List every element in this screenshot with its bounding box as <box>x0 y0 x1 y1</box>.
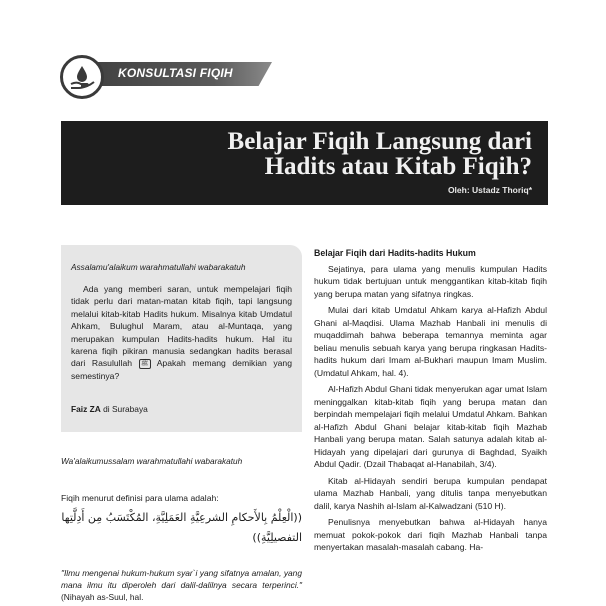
section-tag <box>60 55 272 89</box>
salawat-icon: ﷺ <box>139 359 151 369</box>
paragraph: Al-Hafizh Abdul Ghani tidak menyerukan agar umat Islam meninggalkan kitab-kitab fiqih yang berupa matan dan berpindah mempelajari fiqih melalui Umdatul Ahkam. Bahkan al-Hafizh Abdul Ghani belajar kitab-kitab fiqih Mazhab Hanbali yang berupa matan. Salah satunya adalah kitab al-Hidayah yang dipelajari dari gurunya di Baghdad, Syaikh Abdul Qadir. (Dzail Thabaqat al-Hanabilah, 3/4). <box>314 384 547 469</box>
fiqh-definition-intro: Fiqih menurut definisi para ulama adalah: <box>61 493 219 503</box>
sender-name: Faiz ZA <box>71 404 101 414</box>
translation-quote <box>61 567 302 603</box>
right-column <box>314 247 547 558</box>
question-box <box>61 245 302 432</box>
paragraph: Penulisnya menyebutkan bahwa al-Hidayah hanya memuat pokok-pokok dari fiqih Mazhab Hanbali tanpa menyertakan masalah-masalah cabang. Ha- <box>314 517 547 552</box>
translation-text: "Ilmu mengenai hukum-hukum syar`i yang sifatnya amalan, yang mana ilmu itu diperoleh dari dalil-dalilnya secara terperinci." <box>61 568 302 590</box>
section-tag-label: KONSULTASI FIQIH <box>118 66 233 80</box>
question-greeting: Assalamu'alaikum warahmatullahi wabarakatuh <box>71 262 246 272</box>
right-column-heading: Belajar Fiqih dari Hadits-hadits Hukum <box>314 248 476 258</box>
sender-location: di Surabaya <box>103 404 148 414</box>
article-byline: Oleh: Ustadz Thoriq* <box>447 185 532 195</box>
translation-source: (Nihayah as-Suul, hal. <box>61 592 144 602</box>
article-title-line-2: Hadits atau Kitab Fiqih? <box>264 153 532 180</box>
paragraph: Sejatinya, para ulama yang menulis kumpulan Hadits hukum tidak bertujuan untuk menggantikan kitab-kitab fiqih yang berupa matan yang sifatnya ringkas. <box>314 263 547 299</box>
question-body <box>71 283 292 382</box>
question-body-text: Ada yang memberi saran, untuk mempelajari fiqih tidak perlu dari matan-matan kitab fiqih, tapi langsung melalui kitab-kitab Hadits hukum. Misalnya kitab Umdatul Ahkam, Bulughul Maram, atau al-Muntaqa, yang merupakan kumpulan Hadits-hadits hukum. Hal itu karena fiqih pikiran manusia sedangkan hadits berasal dari Rasulullah <box>71 284 292 369</box>
answer-greeting: Wa'alaikumussalam warahmatullahi wabarakatuh <box>61 456 243 466</box>
paragraph: Mulai dari kitab Umdatul Ahkam karya al-Hafizh Abdul Ghani al-Maqdisi. Ulama Mazhab Hanbali ini menulis di muqaddimah bahwa beberapa temannya meminta agar beliau menulis sebuah karya yang berupa ringkasan Hadits-hadits hukum dari Imam al-Bukhari maupun Imam Muslim. (Umdatul Ahkam, hal. 4). <box>314 305 547 378</box>
arabic-quote: ((الْعِلْمُ بِالأَحكامِ الشرعِيَّةِ العَمَلِيَّةِ، المُكْتَسَبُ مِن أَدِلَّتِها التفصيلِيَّةِ)) <box>61 511 302 544</box>
hand-holding-drop-icon <box>60 55 104 99</box>
article-title-block <box>61 121 548 205</box>
paragraph: Kitab al-Hidayah sendiri berupa kumpulan pendapat ulama Mazhab Hanbali, yang ditulis tanpa menyebutkan dalil, karya Nashih al-Islam al-Kalwadzani (510 H). <box>314 475 547 511</box>
question-sender <box>71 404 148 414</box>
article-title-line-1: Belajar Fiqih Langsung dari <box>227 128 532 155</box>
question-body-text-end: Apakah memang demikian yang semestinya? <box>71 358 292 381</box>
